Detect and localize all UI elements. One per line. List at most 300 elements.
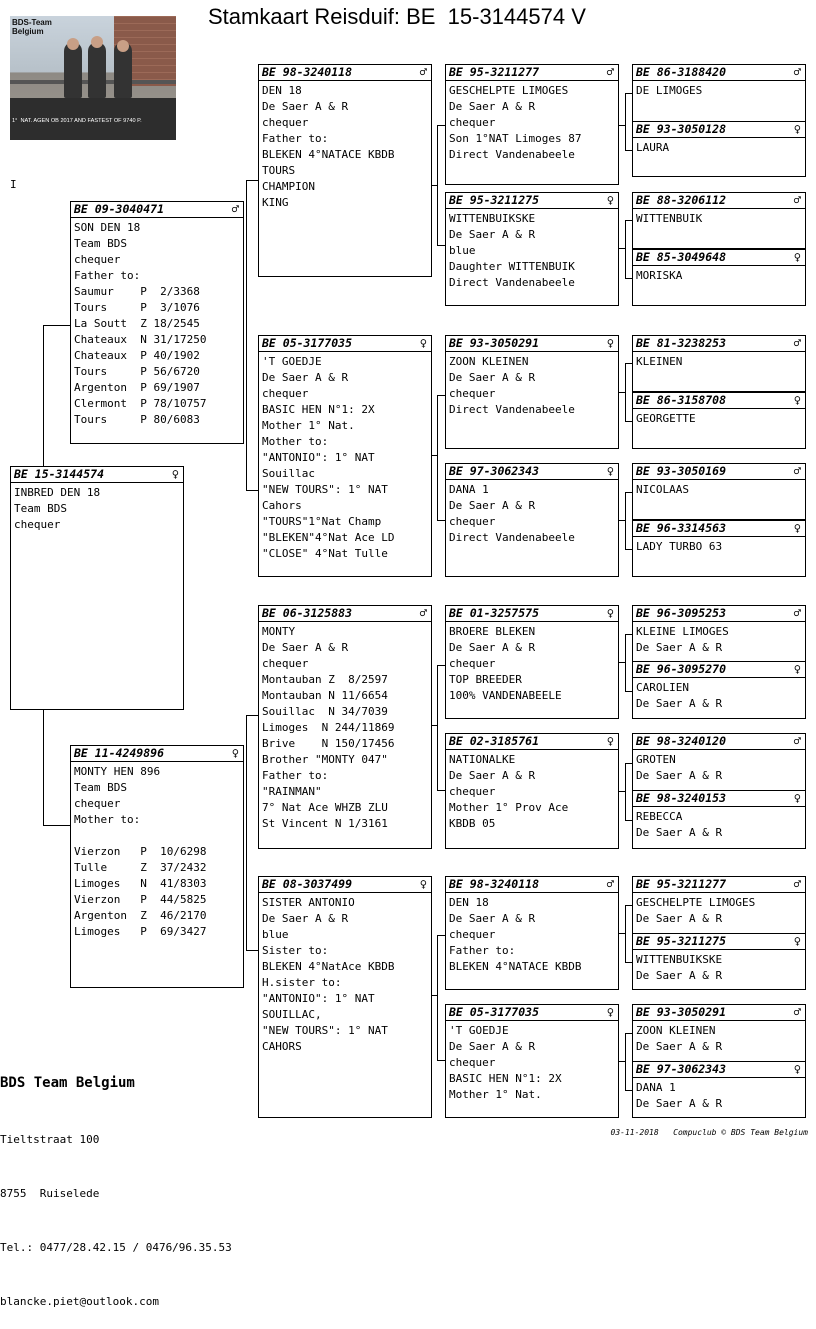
- box-header: [446, 65, 618, 81]
- box-header: [633, 662, 805, 678]
- detail-line: Souillac: [262, 467, 315, 480]
- box-header: [633, 193, 805, 209]
- box-details: [259, 352, 431, 562]
- connector-line: [246, 715, 247, 950]
- connector-line: [619, 933, 625, 934]
- ring-number: BE 96-3095270: [636, 662, 727, 676]
- connector-line: [43, 825, 70, 826]
- detail-line: 100% VANDENABEELE: [449, 689, 562, 702]
- connector-line: [625, 905, 626, 962]
- bird-name: NATIONALKE: [449, 753, 516, 766]
- connector-line: [619, 392, 625, 393]
- detail-line: chequer: [262, 657, 309, 670]
- ring-number: BE 93-3050291: [636, 1005, 727, 1019]
- detail-line: De Saer A & R: [636, 769, 723, 782]
- detail-line: De Saer A & R: [636, 969, 723, 982]
- detail-line: Tours P 3/1076: [74, 301, 200, 314]
- bird-name: CAROLIEN: [636, 681, 689, 694]
- pedigree-box-g8: [632, 520, 806, 577]
- female-symbol-icon: ♀: [606, 1005, 614, 1019]
- detail-line: Argenton P 69/1907: [74, 381, 200, 394]
- connector-line: [625, 363, 626, 421]
- pedigree-box-g5: [632, 335, 806, 392]
- male-symbol-icon: ♂: [793, 464, 801, 478]
- connector-line: [625, 962, 632, 963]
- detail-line: CAHORS: [262, 1040, 302, 1053]
- female-symbol-icon: ♀: [606, 464, 614, 478]
- ring-number: BE 93-3050291: [449, 336, 540, 350]
- bird-name: DEN 18: [449, 896, 489, 909]
- detail-line: De Saer A & R: [449, 100, 536, 113]
- box-details: [633, 480, 805, 498]
- ring-number: BE 02-3185761: [449, 734, 540, 748]
- detail-line: Son 1°NAT Limoges 87: [449, 132, 582, 145]
- pedigree-box-ds: [258, 605, 432, 849]
- box-header: [633, 734, 805, 750]
- box-details: [633, 352, 805, 370]
- male-symbol-icon: ♂: [793, 336, 801, 350]
- pedigree-box-g13: [632, 876, 806, 934]
- box-header: [259, 336, 431, 352]
- bird-name: REBECCA: [636, 810, 683, 823]
- connector-line: [437, 520, 445, 521]
- detail-line: De Saer A & R: [449, 641, 536, 654]
- connector-line: [625, 905, 632, 906]
- ring-number: BE 15-3144574: [14, 467, 105, 481]
- detail-line: St Vincent N 1/3161: [262, 817, 388, 830]
- connector-line: [619, 791, 625, 792]
- female-symbol-icon: ♀: [419, 336, 427, 350]
- detail-line: BLEKEN 4°NATACE KBDB: [262, 148, 395, 161]
- detail-line: chequer: [262, 387, 309, 400]
- box-details: [11, 483, 183, 533]
- pedigree-box-g9: [632, 605, 806, 662]
- contact-name: BDS Team Belgium: [0, 1075, 135, 1091]
- detail-line: De Saer A & R: [636, 1040, 723, 1053]
- detail-line: De Saer A & R: [449, 912, 536, 925]
- box-header: [71, 746, 243, 762]
- logo-person: [88, 42, 106, 98]
- detail-line: Mother 1° Nat.: [262, 419, 355, 432]
- pedigree-box-g7: [632, 463, 806, 520]
- detail-line: TOURS: [262, 164, 296, 177]
- bird-name: GESCHELPTE LIMOGES: [636, 896, 756, 909]
- detail-line: Vierzon P 10/6298: [74, 845, 207, 858]
- male-symbol-icon: ♂: [231, 202, 239, 216]
- detail-line: "RAINMAN": [262, 785, 322, 798]
- detail-line: BASIC HEN N°1: 2X: [262, 403, 375, 416]
- box-header: [446, 1005, 618, 1021]
- detail-line: Brother "MONTY 047": [262, 753, 388, 766]
- box-details: [633, 409, 805, 427]
- connector-line: [625, 820, 632, 821]
- female-symbol-icon: ♀: [793, 250, 801, 264]
- ring-number: BE 95-3211275: [636, 934, 727, 948]
- connector-line: [437, 395, 438, 520]
- detail-line: De Saer A & R: [636, 697, 723, 710]
- detail-line: Limoges N 41/8303: [74, 877, 207, 890]
- detail-line: De Saer A & R: [449, 371, 536, 384]
- detail-line: Brive N 150/17456: [262, 737, 395, 750]
- detail-line: Father to:: [262, 769, 329, 782]
- detail-line: chequer: [449, 657, 496, 670]
- connector-line: [619, 125, 625, 126]
- detail-line: De Saer A & R: [636, 912, 723, 925]
- detail-line: Direct Vandenabeele: [449, 276, 575, 289]
- box-header: [633, 336, 805, 352]
- connector-line: [437, 245, 445, 246]
- ring-number: BE 81-3238253: [636, 336, 727, 350]
- logo-person-head: [117, 40, 129, 52]
- connector-line: [43, 325, 70, 326]
- pedigree-box-g6: [632, 392, 806, 449]
- connector-line: [432, 995, 437, 996]
- box-details: [446, 81, 618, 163]
- bird-name: 'T GOEDJE: [262, 355, 322, 368]
- box-header: [633, 791, 805, 807]
- ring-number: BE 95-3211277: [636, 877, 727, 891]
- ring-number: BE 01-3257575: [449, 606, 540, 620]
- pedigree-box-g2: [632, 121, 806, 177]
- male-symbol-icon: ♂: [793, 734, 801, 748]
- connector-line: [619, 1061, 625, 1062]
- connector-line: [246, 490, 258, 491]
- pedigree-box-g10: [632, 661, 806, 719]
- contact-street: Tieltstraat 100: [0, 1133, 100, 1146]
- female-symbol-icon: ♀: [606, 193, 614, 207]
- detail-line: La Soutt Z 18/2545: [74, 317, 200, 330]
- connector-line: [437, 125, 445, 126]
- pedigree-box-g12: [632, 790, 806, 849]
- detail-line: "ANTONIO": 1° NAT: [262, 992, 375, 1005]
- box-details: [259, 81, 431, 211]
- box-header: [11, 467, 183, 483]
- ring-number: BE 95-3211275: [449, 193, 540, 207]
- box-header: [633, 464, 805, 480]
- connector-line: [246, 950, 258, 951]
- bird-name: MONTY: [262, 625, 296, 638]
- detail-line: De Saer A & R: [262, 371, 349, 384]
- male-symbol-icon: ♂: [793, 877, 801, 891]
- box-header: [633, 877, 805, 893]
- ring-number: BE 93-3050169: [636, 464, 727, 478]
- pedigree-box-sss: [445, 64, 619, 185]
- box-header: [633, 606, 805, 622]
- detail-line: De Saer A & R: [449, 499, 536, 512]
- ring-number: BE 98-3240118: [262, 65, 353, 79]
- male-symbol-icon: ♂: [606, 65, 614, 79]
- female-symbol-icon: ♀: [231, 746, 239, 760]
- box-header: [259, 65, 431, 81]
- bird-name: MORISKA: [636, 269, 683, 282]
- box-header: [446, 877, 618, 893]
- connector-line: [625, 278, 632, 279]
- connector-line: [246, 715, 258, 716]
- pedigree-box-sdd: [445, 463, 619, 577]
- bird-name: NICOLAAS: [636, 483, 689, 496]
- box-header: [633, 122, 805, 138]
- detail-line: chequer: [449, 515, 496, 528]
- connector-line: [43, 325, 44, 466]
- detail-line: "NEW TOURS": 1° NAT: [262, 1024, 388, 1037]
- box-header: [633, 934, 805, 950]
- detail-line: Souillac N 34/7039: [262, 705, 388, 718]
- pedigree-box-main: [10, 466, 184, 710]
- male-symbol-icon: ♂: [793, 193, 801, 207]
- box-details: [446, 1021, 618, 1103]
- connector-line: [625, 1033, 626, 1090]
- connector-line: [625, 763, 626, 820]
- pedigree-box-ssd: [445, 192, 619, 306]
- detail-line: "CLOSE" 4°Nat Tulle: [262, 547, 388, 560]
- logo-brand: [12, 18, 52, 36]
- pedigree-box-g15: [632, 1004, 806, 1062]
- box-details: [446, 209, 618, 291]
- box-details: [446, 352, 618, 418]
- detail-line: chequer: [449, 387, 496, 400]
- connector-line: [625, 1090, 632, 1091]
- connector-line: [437, 665, 438, 790]
- box-header: [446, 336, 618, 352]
- connector-line: [625, 634, 626, 691]
- connector-line: [246, 180, 258, 181]
- detail-line: Vierzon P 44/5825: [74, 893, 207, 906]
- connector-line: [437, 665, 445, 666]
- connector-line: [432, 725, 437, 726]
- box-details: [633, 209, 805, 227]
- logo-person-head: [67, 38, 79, 50]
- box-details: [633, 807, 805, 841]
- detail-line: Team BDS: [74, 781, 127, 794]
- ring-number: BE 11-4249896: [74, 746, 165, 760]
- detail-line: Sister to:: [262, 944, 329, 957]
- connector-line: [625, 492, 632, 493]
- box-details: [633, 622, 805, 656]
- pedigree-box-g4: [632, 249, 806, 306]
- contact-phone: Tel.: 0477/28.42.15 / 0476/96.35.53: [0, 1241, 232, 1254]
- box-header: [446, 464, 618, 480]
- pedigree-box-g1: [632, 64, 806, 122]
- detail-line: Team BDS: [74, 237, 127, 250]
- ring-number: BE 98-3240120: [636, 734, 727, 748]
- connector-line: [625, 220, 632, 221]
- detail-line: De Saer A & R: [636, 1097, 723, 1110]
- connector-line: [619, 248, 625, 249]
- team-logo-photo: [10, 16, 176, 140]
- detail-line: chequer: [262, 116, 309, 129]
- detail-line: chequer: [74, 253, 121, 266]
- detail-line: "TOURS"1°Nat Champ: [262, 515, 382, 528]
- box-header: [633, 1005, 805, 1021]
- box-details: [446, 750, 618, 832]
- detail-line: TOP BREEDER: [449, 673, 522, 686]
- pedigree-box-ss: [258, 64, 432, 277]
- connector-line: [437, 395, 445, 396]
- box-header: [633, 250, 805, 266]
- ring-number: BE 85-3049648: [636, 250, 727, 264]
- bird-name: WITTENBUIKSKE: [636, 953, 723, 966]
- connector-line: [43, 710, 44, 825]
- page-title: Stamkaart Reisduif: BE 15-3144574 V: [208, 4, 586, 29]
- detail-line: "ANTONIO": 1° NAT: [262, 451, 375, 464]
- female-symbol-icon: ♀: [793, 791, 801, 805]
- bird-name: LAURA: [636, 141, 670, 154]
- pedigree-box-dd: [258, 876, 432, 1118]
- connector-line: [619, 520, 625, 521]
- ring-number: BE 09-3040471: [74, 202, 165, 216]
- bird-name: ZOON KLEINEN: [636, 1024, 716, 1037]
- ring-number: BE 06-3125883: [262, 606, 353, 620]
- connector-line: [625, 549, 632, 550]
- detail-line: Father to:: [262, 132, 329, 145]
- box-header: [633, 393, 805, 409]
- detail-line: Mother to:: [74, 813, 141, 826]
- bird-name: KLEINE LIMOGES: [636, 625, 729, 638]
- box-details: [633, 81, 805, 99]
- bird-name: SISTER ANTONIO: [262, 896, 355, 909]
- box-header: [446, 606, 618, 622]
- detail-line: [74, 828, 240, 844]
- detail-line: blue: [262, 928, 289, 941]
- pedigree-box-dam: [70, 745, 244, 988]
- pedigree-box-dsd: [445, 733, 619, 849]
- detail-line: Direct Vandenabeele: [449, 148, 575, 161]
- detail-line: Chateaux P 40/1902: [74, 349, 200, 362]
- female-symbol-icon: ♀: [606, 336, 614, 350]
- bird-name: ZOON KLEINEN: [449, 355, 529, 368]
- connector-line: [432, 455, 437, 456]
- detail-line: "BLEKEN"4°Nat Ace LD: [262, 531, 395, 544]
- box-details: [633, 893, 805, 927]
- ring-number: BE 95-3211277: [449, 65, 540, 79]
- ring-number: BE 96-3314563: [636, 521, 727, 535]
- contact-city: 8755 Ruiselede: [0, 1187, 100, 1200]
- male-symbol-icon: ♂: [606, 877, 614, 891]
- detail-line: Tours P 56/6720: [74, 365, 200, 378]
- detail-line: Clermont P 78/10757: [74, 397, 207, 410]
- connector-line: [437, 935, 445, 936]
- ring-number: BE 96-3095253: [636, 606, 727, 620]
- ring-number: BE 05-3177035: [449, 1005, 540, 1019]
- detail-line: BLEKEN 4°NatAce KBDB: [262, 960, 395, 973]
- detail-line: H.sister to:: [262, 976, 342, 989]
- bird-name: DE LIMOGES: [636, 84, 703, 97]
- logo-brand-line: BDS-Team: [12, 18, 52, 27]
- pedigree-box-sire: [70, 201, 244, 444]
- bird-name: DEN 18: [262, 84, 302, 97]
- ring-number: BE 97-3062343: [636, 1062, 727, 1076]
- box-details: [259, 622, 431, 832]
- contact-email[interactable]: blancke.piet@outlook.com: [0, 1295, 159, 1308]
- detail-line: Limoges N 244/11869: [262, 721, 395, 734]
- box-details: [71, 218, 243, 428]
- bird-name: 'T GOEDJE: [449, 1024, 509, 1037]
- pedigree-box-g14: [632, 933, 806, 990]
- box-details: [633, 678, 805, 712]
- detail-line: De Saer A & R: [262, 100, 349, 113]
- detail-line: De Saer A & R: [636, 641, 723, 654]
- pedigree-box-dds: [445, 876, 619, 990]
- detail-line: BLEKEN 4°NATACE KBDB: [449, 960, 582, 973]
- box-header: [446, 734, 618, 750]
- male-symbol-icon: ♂: [419, 65, 427, 79]
- male-symbol-icon: ♂: [793, 606, 801, 620]
- detail-line: Limoges P 69/3427: [74, 925, 207, 938]
- detail-line: De Saer A & R: [449, 769, 536, 782]
- connector-line: [619, 662, 625, 663]
- detail-line: SOUILLAC,: [262, 1008, 322, 1021]
- detail-line: Argenton Z 46/2170: [74, 909, 207, 922]
- box-details: [446, 622, 618, 704]
- box-details: [259, 893, 431, 1055]
- connector-line: [625, 492, 626, 549]
- detail-line: "NEW TOURS": 1° NAT: [262, 483, 388, 496]
- detail-line: Mother 1° Prov Ace: [449, 801, 569, 814]
- detail-line: Father to:: [74, 269, 141, 282]
- detail-line: chequer: [449, 116, 496, 129]
- pedigree-box-ddd: [445, 1004, 619, 1118]
- box-details: [71, 762, 243, 940]
- bird-name: GROTEN: [636, 753, 676, 766]
- logo-person-head: [91, 36, 103, 48]
- female-symbol-icon: ♀: [793, 521, 801, 535]
- male-symbol-icon: ♂: [419, 606, 427, 620]
- detail-line: blue: [449, 244, 476, 257]
- connector-line: [625, 691, 632, 692]
- detail-line: Daughter WITTENBUIK: [449, 260, 575, 273]
- connector-line: [625, 363, 632, 364]
- box-details: [633, 1078, 805, 1112]
- detail-line: Direct Vandenabeele: [449, 403, 575, 416]
- connector-line: [432, 185, 437, 186]
- detail-line: Saumur P 2/3368: [74, 285, 200, 298]
- detail-line: KING: [262, 196, 289, 209]
- detail-line: De Saer A & R: [449, 1040, 536, 1053]
- female-symbol-icon: ♀: [171, 467, 179, 481]
- connector-line: [625, 150, 632, 151]
- connector-line: [625, 634, 632, 635]
- box-details: [633, 950, 805, 984]
- detail-line: De Saer A & R: [262, 641, 349, 654]
- bird-name: GESCHELPTE LIMOGES: [449, 84, 569, 97]
- connector-line: [437, 125, 438, 245]
- detail-line: chequer: [14, 518, 61, 531]
- detail-line: Team BDS: [14, 502, 67, 515]
- connector-line: [625, 421, 632, 422]
- bird-name: GEORGETTE: [636, 412, 696, 425]
- detail-line: Direct Vandenabeele: [449, 531, 575, 544]
- box-details: [633, 537, 805, 555]
- logo-brand-line: Belgium: [12, 27, 44, 36]
- detail-line: Cahors: [262, 499, 302, 512]
- footer-credit: 03-11-2018 Compuclub © BDS Team Belgium: [610, 1128, 808, 1137]
- box-header: [633, 1062, 805, 1078]
- detail-line: Montauban N 11/6654: [262, 689, 388, 702]
- pedigree-box-g16: [632, 1061, 806, 1118]
- detail-line: chequer: [449, 1056, 496, 1069]
- bird-name: BROERE BLEKEN: [449, 625, 536, 638]
- connector-line: [437, 935, 438, 1060]
- connector-line: [625, 1033, 632, 1034]
- female-symbol-icon: ♀: [793, 662, 801, 676]
- pedigree-box-sd: [258, 335, 432, 577]
- contact-block: [0, 1034, 232, 1329]
- ring-number: BE 86-3158708: [636, 393, 727, 407]
- female-symbol-icon: ♀: [793, 934, 801, 948]
- box-header: [71, 202, 243, 218]
- detail-line: BASIC HEN N°1: 2X: [449, 1072, 562, 1085]
- female-symbol-icon: ♀: [793, 1062, 801, 1076]
